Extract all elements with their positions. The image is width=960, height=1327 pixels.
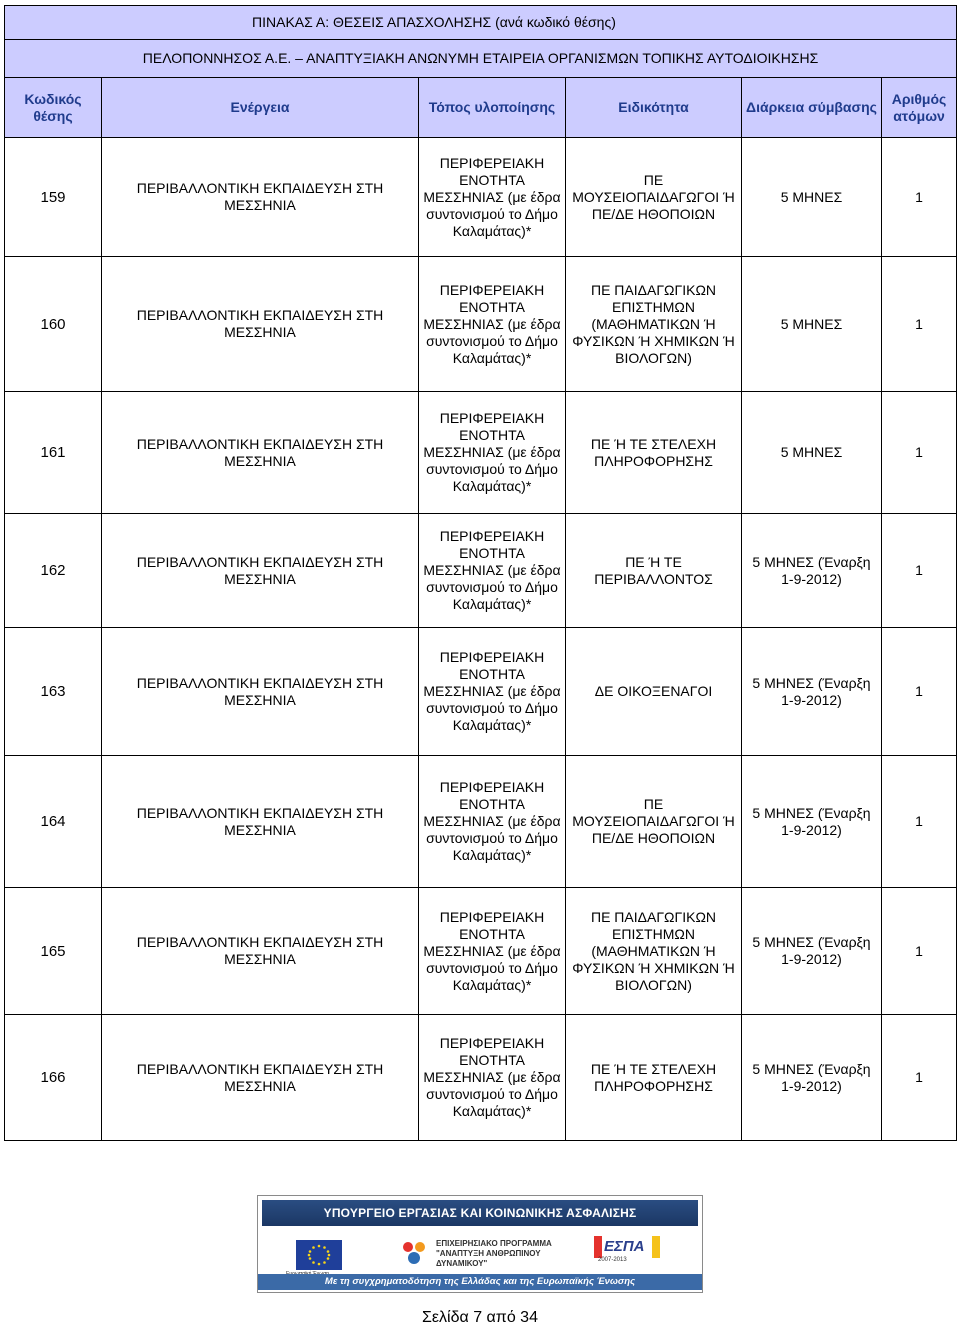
header-count: Αριθμός ατόμων [882, 78, 957, 138]
page-number: Σελίδα 7 από 34 [422, 1309, 538, 1326]
row-count: 1 [882, 1015, 957, 1141]
table-subtitle: ΠΕΛΟΠΟΝΝΗΣΟΣ Α.Ε. – ΑΝΑΠΤΥΞΙΑΚΗ ΑΝΩΝΥΜΗ ΕΤΑΙΡΕΙΑ ΟΡΓΑΝΙΣΜΩΝ ΤΟΠΙΚΗΣ ΑΥΤΟΔΙΟΙΚΗΣΗΣ [5, 40, 957, 78]
row-code: 160 [5, 257, 102, 392]
row-duration: 5 ΜΗΝΕΣ (Έναρξη 1-9-2012) [742, 628, 882, 756]
row-duration: 5 ΜΗΝΕΣ (Έναρξη 1-9-2012) [742, 756, 882, 888]
operational-programme-icon [398, 1238, 432, 1268]
row-location: ΠΕΡΙΦΕΡΕΙΑΚΗ ΕΝΟΤΗΤΑ ΜΕΣΣΗΝΙΑΣ (με έδρα συντονισμού το Δήμο Καλαμάτας)* [419, 257, 566, 392]
row-count: 1 [882, 756, 957, 888]
positions-table [4, 5, 957, 1141]
row-count: 1 [882, 888, 957, 1015]
row-code: 165 [5, 888, 102, 1015]
row-specialty: ΠΕ ΠΑΙΔΑΓΩΓΙΚΩΝ ΕΠΙΣΤΗΜΩΝ (ΜΑΘΗΜΑΤΙΚΩΝ Ή ΦΥΣΙΚΩΝ Ή ΧΗΜΙΚΩΝ Ή ΒΙΟΛΟΓΩΝ) [566, 257, 742, 392]
footer-funding-logo [257, 1195, 703, 1293]
row-specialty: ΠΕ ΠΑΙΔΑΓΩΓΙΚΩΝ ΕΠΙΣΤΗΜΩΝ (ΜΑΘΗΜΑΤΙΚΩΝ Ή ΦΥΣΙΚΩΝ Ή ΧΗΜΙΚΩΝ Ή ΒΙΟΛΟΓΩΝ) [566, 888, 742, 1015]
row-specialty: ΔΕ ΟΙΚΟΞΕΝΑΓΟΙ [566, 628, 742, 756]
row-count: 1 [882, 138, 957, 257]
table-row [5, 888, 957, 1015]
table-title: ΠΙΝΑΚΑΣ Α: ΘΕΣΕΙΣ ΑΠΑΣΧΟΛΗΣΗΣ (ανά κωδικό θέσης) [252, 14, 616, 30]
espa-name: ΕΣΠΑ [604, 1238, 645, 1255]
table-title-cell [5, 6, 957, 40]
table-row [5, 138, 957, 257]
header-location: Τόπος υλοποίησης [419, 78, 566, 138]
row-action: ΠΕΡΙΒΑΛΛΟΝΤΙΚΗ ΕΚΠΑΙΔΕΥΣΗ ΣΤΗ ΜΕΣΣΗΝΙΑ [102, 628, 419, 756]
row-code: 164 [5, 756, 102, 888]
ministry-band: ΥΠΟΥΡΓΕΙΟ ΕΡΓΑΣΙΑΣ ΚΑΙ ΚΟΙΝΩΝΙΚΗΣ ΑΣΦΑΛΙΣΗΣ [262, 1200, 698, 1226]
row-specialty: ΠΕ Ή ΤΕ ΣΤΕΛΕΧΗ ΠΛΗΡΟΦΟΡΗΣΗΣ [566, 392, 742, 514]
table-row [5, 514, 957, 628]
operational-programme-text: ΕΠΙΧΕΙΡΗΣΙΑΚΟ ΠΡΟΓΡΑΜΜΑ "ΑΝΑΠΤΥΞΗ ΑΝΘΡΩΠΙΝΟΥ ΔΥΝΑΜΙΚΟΥ" [436, 1239, 552, 1268]
row-duration: 5 ΜΗΝΕΣ [742, 257, 882, 392]
row-action: ΠΕΡΙΒΑΛΛΟΝΤΙΚΗ ΕΚΠΑΙΔΕΥΣΗ ΣΤΗ ΜΕΣΣΗΝΙΑ [102, 138, 419, 257]
row-duration: 5 ΜΗΝΕΣ [742, 138, 882, 257]
row-code: 166 [5, 1015, 102, 1141]
row-count: 1 [882, 392, 957, 514]
cofunding-tagline: Με τη συγχρηματοδότηση της Ελλάδας και της Ευρωπαϊκής Ένωσης [258, 1274, 702, 1290]
row-code: 162 [5, 514, 102, 628]
row-location: ΠΕΡΙΦΕΡΕΙΑΚΗ ΕΝΟΤΗΤΑ ΜΕΣΣΗΝΙΑΣ (με έδρα συντονισμού το Δήμο Καλαμάτας)* [419, 392, 566, 514]
table-row [5, 756, 957, 888]
row-action: ΠΕΡΙΒΑΛΛΟΝΤΙΚΗ ΕΚΠΑΙΔΕΥΣΗ ΣΤΗ ΜΕΣΣΗΝΙΑ [102, 888, 419, 1015]
header-duration: Διάρκεια σύμβασης [742, 78, 882, 138]
row-specialty: ΠΕ ΜΟΥΣΕΙΟΠΑΙΔΑΓΩΓΟΙ Ή ΠΕ/ΔΕ ΗΘΟΠΟΙΩΝ [566, 138, 742, 257]
row-count: 1 [882, 628, 957, 756]
espa-logo [594, 1236, 660, 1270]
table-row [5, 257, 957, 392]
row-location: ΠΕΡΙΦΕΡΕΙΑΚΗ ΕΝΟΤΗΤΑ ΜΕΣΣΗΝΙΑΣ (με έδρα συντονισμού το Δήμο Καλαμάτας)* [419, 514, 566, 628]
row-code: 159 [5, 138, 102, 257]
table-row [5, 1015, 957, 1141]
row-location: ΠΕΡΙΦΕΡΕΙΑΚΗ ΕΝΟΤΗΤΑ ΜΕΣΣΗΝΙΑΣ (με έδρα συντονισμού το Δήμο Καλαμάτας)* [419, 888, 566, 1015]
row-location: ΠΕΡΙΦΕΡΕΙΑΚΗ ΕΝΟΤΗΤΑ ΜΕΣΣΗΝΙΑΣ (με έδρα συντονισμού το Δήμο Καλαμάτας)* [419, 138, 566, 257]
header-specialty: Ειδικότητα [566, 78, 742, 138]
row-count: 1 [882, 514, 957, 628]
espa-years: 2007-2013 [598, 1257, 627, 1263]
row-action: ΠΕΡΙΒΑΛΛΟΝΤΙΚΗ ΕΚΠΑΙΔΕΥΣΗ ΣΤΗ ΜΕΣΣΗΝΙΑ [102, 756, 419, 888]
header-code: Κωδικός θέσης [5, 78, 102, 138]
row-action: ΠΕΡΙΒΑΛΛΟΝΤΙΚΗ ΕΚΠΑΙΔΕΥΣΗ ΣΤΗ ΜΕΣΣΗΝΙΑ [102, 257, 419, 392]
row-count: 1 [882, 257, 957, 392]
row-code: 163 [5, 628, 102, 756]
row-action: ΠΕΡΙΒΑΛΛΟΝΤΙΚΗ ΕΚΠΑΙΔΕΥΣΗ ΣΤΗ ΜΕΣΣΗΝΙΑ [102, 1015, 419, 1141]
row-specialty: ΠΕ Ή ΤΕ ΠΕΡΙΒΑΛΛΟΝΤΟΣ [566, 514, 742, 628]
row-location: ΠΕΡΙΦΕΡΕΙΑΚΗ ΕΝΟΤΗΤΑ ΜΕΣΣΗΝΙΑΣ (με έδρα συντονισμού το Δήμο Καλαμάτας)* [419, 1015, 566, 1141]
table-row [5, 392, 957, 514]
row-duration: 5 ΜΗΝΕΣ (Έναρξη 1-9-2012) [742, 514, 882, 628]
eu-flag-icon [296, 1240, 342, 1270]
row-location: ΠΕΡΙΦΕΡΕΙΑΚΗ ΕΝΟΤΗΤΑ ΜΕΣΣΗΝΙΑΣ (με έδρα συντονισμού το Δήμο Καλαμάτας)* [419, 756, 566, 888]
row-specialty: ΠΕ Ή ΤΕ ΣΤΕΛΕΧΗ ΠΛΗΡΟΦΟΡΗΣΗΣ [566, 1015, 742, 1141]
row-location: ΠΕΡΙΦΕΡΕΙΑΚΗ ΕΝΟΤΗΤΑ ΜΕΣΣΗΝΙΑΣ (με έδρα συντονισμού το Δήμο Καλαμάτας)* [419, 628, 566, 756]
row-code: 161 [5, 392, 102, 514]
row-action: ΠΕΡΙΒΑΛΛΟΝΤΙΚΗ ΕΚΠΑΙΔΕΥΣΗ ΣΤΗ ΜΕΣΣΗΝΙΑ [102, 514, 419, 628]
table-row [5, 628, 957, 756]
row-duration: 5 ΜΗΝΕΣ (Έναρξη 1-9-2012) [742, 888, 882, 1015]
row-duration: 5 ΜΗΝΕΣ (Έναρξη 1-9-2012) [742, 1015, 882, 1141]
row-duration: 5 ΜΗΝΕΣ [742, 392, 882, 514]
header-action: Ενέργεια [102, 78, 419, 138]
row-action: ΠΕΡΙΒΑΛΛΟΝΤΙΚΗ ΕΚΠΑΙΔΕΥΣΗ ΣΤΗ ΜΕΣΣΗΝΙΑ [102, 392, 419, 514]
row-specialty: ΠΕ ΜΟΥΣΕΙΟΠΑΙΔΑΓΩΓΟΙ Ή ΠΕ/ΔΕ ΗΘΟΠΟΙΩΝ [566, 756, 742, 888]
